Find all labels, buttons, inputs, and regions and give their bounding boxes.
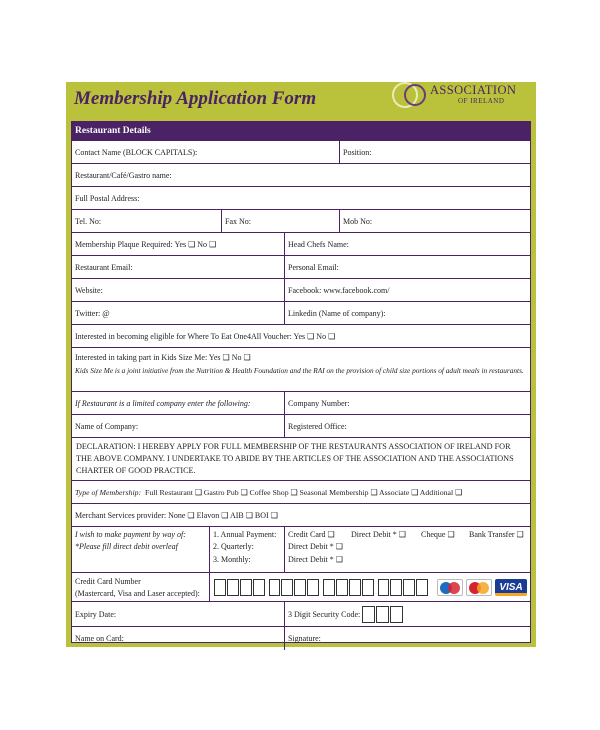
twitter-field[interactable]: Twitter: @ [72,302,285,324]
expiry-date-field[interactable]: Expiry Date: [72,602,285,626]
form-row [72,233,530,256]
pay-dd-quarterly-option[interactable]: Direct Debit * ❑ [288,542,343,552]
tel-field[interactable]: Tel. No: [72,210,222,232]
mastercard-icon [466,579,492,596]
contact-name-field[interactable]: Contact Name (BLOCK CAPITALS): [72,141,340,163]
position-field[interactable]: Position: [343,147,372,157]
mob-field[interactable]: Mob No: [343,216,373,226]
postal-address-field[interactable]: Full Postal Address: [75,193,140,203]
form-row [72,187,530,210]
restaurant-name-field[interactable]: Restaurant/Café/Gastro name: [75,170,172,180]
form-row [72,504,530,527]
pay-cheque-option[interactable]: Cheque ❑ [421,530,455,539]
form-title: Membership Application Form [74,88,317,109]
payment-methods-c [418,527,466,572]
name-on-card-field[interactable]: Name on Card: [72,627,285,650]
security-code-field[interactable] [285,602,530,626]
kids-size-field[interactable]: Interested in taking part in Kids Size Me: Yes ❑ No ❑ [75,352,251,362]
card-logos [437,579,527,596]
security-code-label: 3 Digit Security Code: [288,609,361,619]
form-row [72,527,530,573]
personal-email-field[interactable]: Personal Email: [288,262,339,272]
form-row [72,481,530,504]
pay-quarterly-label: 2. Quarterly: [213,542,254,552]
form-row [72,302,530,325]
logo-subtitle: OF IRELAND [458,97,505,105]
form-row [72,438,530,481]
form-row [72,602,530,627]
facebook-field[interactable]: Facebook: www.facebook.com/ [288,285,390,295]
cc-number-text: Credit Card Number [75,577,141,586]
form-row [72,256,530,279]
form-sheet [66,82,536,647]
where-to-eat-field[interactable]: Interested in becoming eligible for Where To Eat One4All Voucher: Yes ❑ No ❑ [75,331,336,341]
form-row [72,279,530,302]
cc-number-label [72,573,210,601]
head-chef-field[interactable]: Head Chefs Name: [288,239,349,249]
logo-name: ASSOCIATION [430,83,517,97]
application-form [71,121,531,643]
cc-accepted-text: (Mastercard, Visa and Laser accepted): [75,588,200,598]
pay-monthly-label: 3. Monthly: [213,554,251,564]
form-row [72,164,530,187]
pay-bank-transfer-option[interactable]: Bank Transfer ❑ [469,530,524,539]
restaurant-email-field[interactable]: Restaurant Email: [72,256,285,278]
form-row [72,141,530,164]
membership-type-label: Type of Membership: [75,487,142,497]
payment-methods-b [348,527,418,572]
payment-methods-a [285,527,348,572]
association-logo [392,82,532,112]
section-header: Restaurant Details [72,122,530,141]
plaque-field[interactable]: Membership Plaque Required: Yes ❑ No ❑ [72,233,285,255]
form-row [72,325,530,348]
pay-annual-label: 1. Annual Payment: [213,530,277,539]
payment-intro-label: I wish to make payment by way of: [75,530,186,539]
membership-type-field[interactable] [72,481,530,503]
payment-intro [72,527,210,572]
signature-field[interactable]: Signature: [288,634,321,643]
form-row [72,573,530,602]
pay-dd-monthly-option[interactable]: Direct Debit * ❑ [288,554,343,564]
kids-size-note: Kids Size Me is a joint initiative from the Nutrition & Health Foundation and the RAI on the provision of child size portions of adult meals in restaurants. [75,366,524,375]
website-field[interactable]: Website: [72,279,285,301]
form-row [72,415,530,438]
payment-frequency [210,527,285,572]
merchant-field[interactable]: Merchant Services provider: None ❑ Elavon ❑ AIB ❑ BOI ❑ [75,510,278,520]
membership-type-options[interactable]: Full Restaurant ❑ Gastro Pub ❑ Coffee Shop ❑ Seasonal Membership ❑ Associate ❑ Additional ❑ [145,487,463,497]
linkedin-field[interactable]: Linkedin (Name of company): [288,308,386,318]
pay-credit-card-option[interactable]: Credit Card ❑ [288,530,335,539]
payment-note: *Please fill direct debit overleaf [75,542,178,552]
declaration-text: DECLARATION: I HEREBY APPLY FOR FULL MEMBERSHIP OF THE RESTAURANTS ASSOCIATION OF IRELAND FOR THE ABOVE COMPANY. I UNDERTAKE TO ABIDE BY THE ARTICLES OF THE ASSOCIATION AND THE ASSOCIATIONS CHARTER OF GOOD PRACTICE. [76,442,514,475]
limited-company-label: If Restaurant is a limited company enter the following: [72,392,285,414]
form-row [72,392,530,415]
form-row [72,210,530,233]
cc-number-input[interactable] [210,573,530,601]
fax-field[interactable]: Fax No: [222,210,340,232]
visa-icon: VISA [495,579,527,596]
maestro-icon [437,579,463,596]
logo-ring-icon [404,84,426,106]
form-row [72,348,530,392]
payment-methods-d [466,527,530,572]
company-number-field[interactable]: Company Number: [288,398,350,408]
form-row [72,627,530,650]
registered-office-field[interactable]: Registered Office: [288,421,347,431]
pay-direct-debit-option[interactable]: Direct Debit * ❑ [351,530,406,539]
company-name-field[interactable]: Name of Company: [72,415,285,437]
